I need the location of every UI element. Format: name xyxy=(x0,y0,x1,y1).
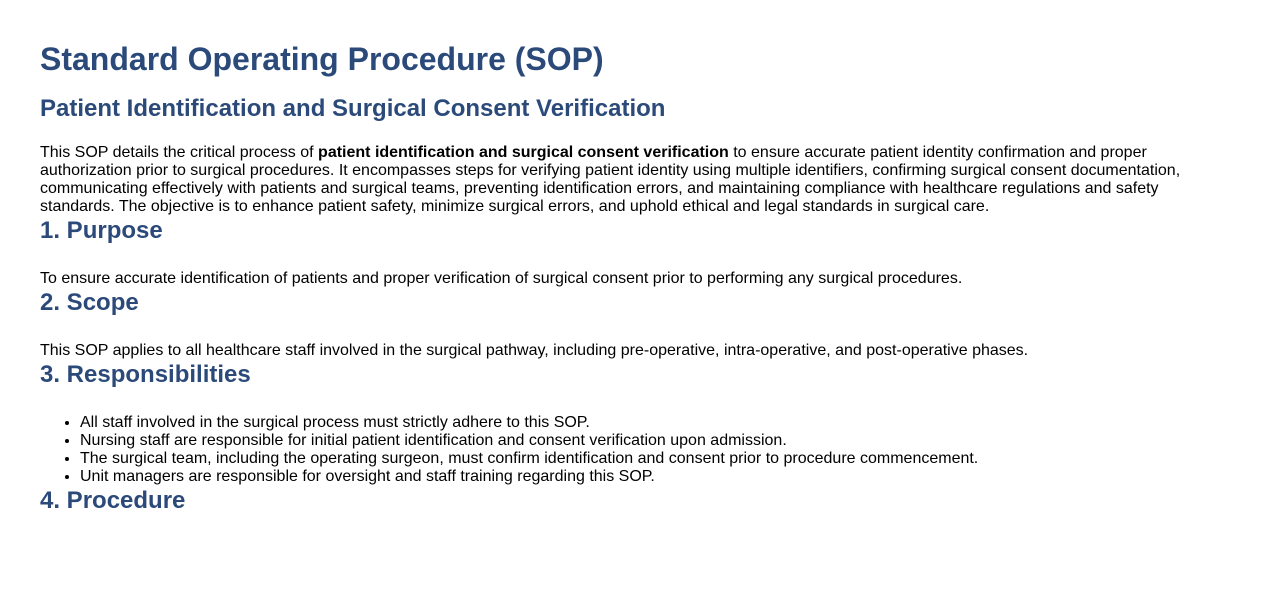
section-heading-purpose: 1. Purpose xyxy=(40,217,163,244)
scope-text: This SOP applies to all healthcare staff involved in the surgical pathway, including pre-operative, intra-operative, and post-operative phases. xyxy=(40,342,1029,359)
list-item: • Unit managers are responsible for oversight and staff training regarding this SOP. xyxy=(80,468,1223,486)
section-heading-procedure: 4. Procedure xyxy=(40,487,186,514)
list-item: • Nursing staff are responsible for initial patient identification and consent verification upon admission. xyxy=(80,432,1223,450)
purpose-text: To ensure accurate identification of patients and proper verification of surgical consent prior to performing any surgical procedures. xyxy=(40,270,963,287)
page-title: Standard Operating Procedure (SOP) xyxy=(40,41,604,77)
list-item: • All staff involved in the surgical process must strictly adhere to this SOP. xyxy=(80,414,1223,432)
section-heading-responsibilities: 3. Responsibilities xyxy=(40,361,251,388)
page-subtitle: Patient Identification and Surgical Consent Verification xyxy=(40,95,666,122)
responsibilities-list xyxy=(40,414,1223,486)
list-item: • The surgical team, including the operating surgeon, must confirm identification and consent prior to procedure commencement. xyxy=(80,450,1223,468)
section-heading-scope: 2. Scope xyxy=(40,289,139,316)
intro-emphasis: patient identification and surgical consent verification xyxy=(318,144,729,161)
intro-paragraph xyxy=(40,144,1223,216)
intro-text-start: This SOP details the critical process of xyxy=(40,144,319,161)
intro-text-end: to ensure accurate patient identity confirmation and proper authorization prior to surgical procedures. It encompasses steps for verifying patient identity using multiple identifiers, confirming surgical consent documentation, communicating effectively with patients and surgical teams, preventing identification errors, and maintaining compliance with healthcare regulations and safety standards. The objective is to enhance patient safety, minimize surgical errors, and uphold ethical and legal standards in surgical care. xyxy=(40,144,1181,215)
